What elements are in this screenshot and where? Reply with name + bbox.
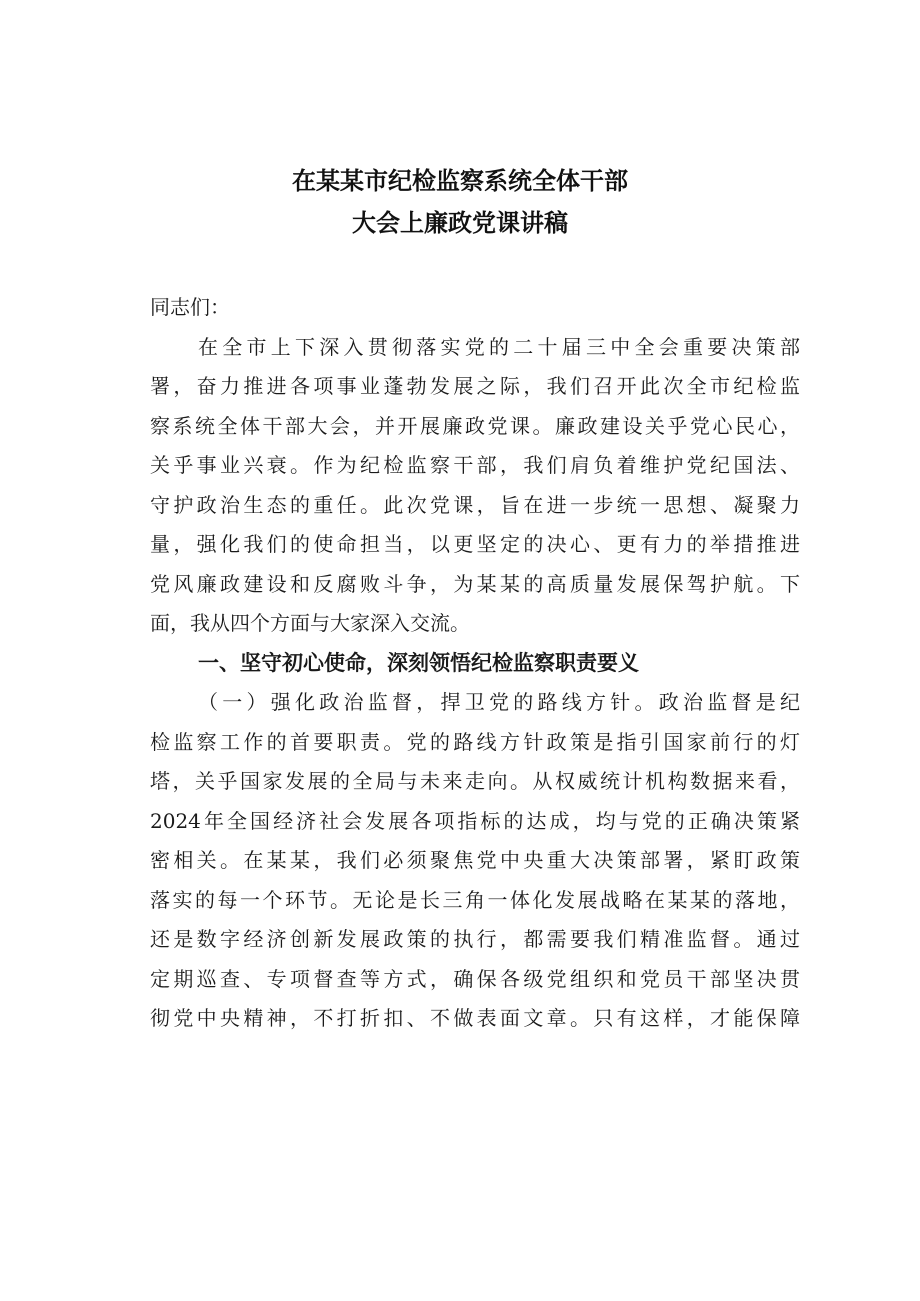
section-heading: 一、坚守初心使命，深刻领悟纪检监察职责要义 (198, 650, 639, 675)
section-line: 定期巡查、专项督查等方式，确保各级党组织和党员干部坚决贯 (150, 966, 800, 991)
section-line: （一）强化政治监督，捍卫党的路线方针。政治监督是纪 (198, 690, 800, 714)
section-line: 彻党中央精神，不打折扣、不做表面文章。只有这样，才能保障 (150, 1006, 800, 1030)
section-line: 还是数字经济创新发展政策的执行，都需要我们精准监督。通过 (150, 927, 800, 951)
intro-line: 署，奋力推进各项事业蓬勃发展之际，我们召开此次全市纪检监 (150, 374, 800, 398)
title-line-2: 大会上廉政党课讲稿 (352, 209, 568, 237)
intro-line: 察系统全体干部大会，并开展廉政党课。廉政建设关乎党心民心， (150, 413, 800, 438)
intro-line: 面，我从四个方面与大家深入交流。 (150, 611, 470, 635)
intro-line: 守护政治生态的重任。此次党课，旨在进一步统一思想、凝聚力 (150, 492, 800, 517)
intro-line: 在全市上下深入贯彻落实党的二十届三中全会重要决策部 (198, 334, 800, 359)
intro-line: 量，强化我们的使命担当，以更坚定的决心、更有力的举措推进 (150, 532, 800, 556)
salutation: 同志们： (150, 295, 230, 319)
section-line: 2024年全国经济社会发展各项指标的达成，均与党的正确决策紧 (150, 808, 800, 833)
intro-line: 关乎事业兴衰。作为纪检监察干部，我们肩负着维护党纪国法、 (150, 453, 800, 477)
document-title (0, 160, 920, 244)
section-line: 塔，关乎国家发展的全局与未来走向。从权威统计机构数据来看， (150, 769, 800, 793)
section-line: 落实的每一个环节。无论是长三角一体化发展战略在某某的落地， (150, 887, 800, 912)
document-body (150, 288, 800, 1039)
section-line: 检监察工作的首要职责。党的路线方针政策是指引国家前行的灯 (150, 729, 800, 754)
title-line-1: 在某某市纪检监察系统全体干部 (292, 167, 628, 195)
intro-line: 党风廉政建设和反腐败斗争，为某某的高质量发展保驾护航。下 (150, 571, 800, 596)
section-line: 密相关。在某某，我们必须聚焦党中央重大决策部署，紧盯政策 (150, 848, 800, 872)
